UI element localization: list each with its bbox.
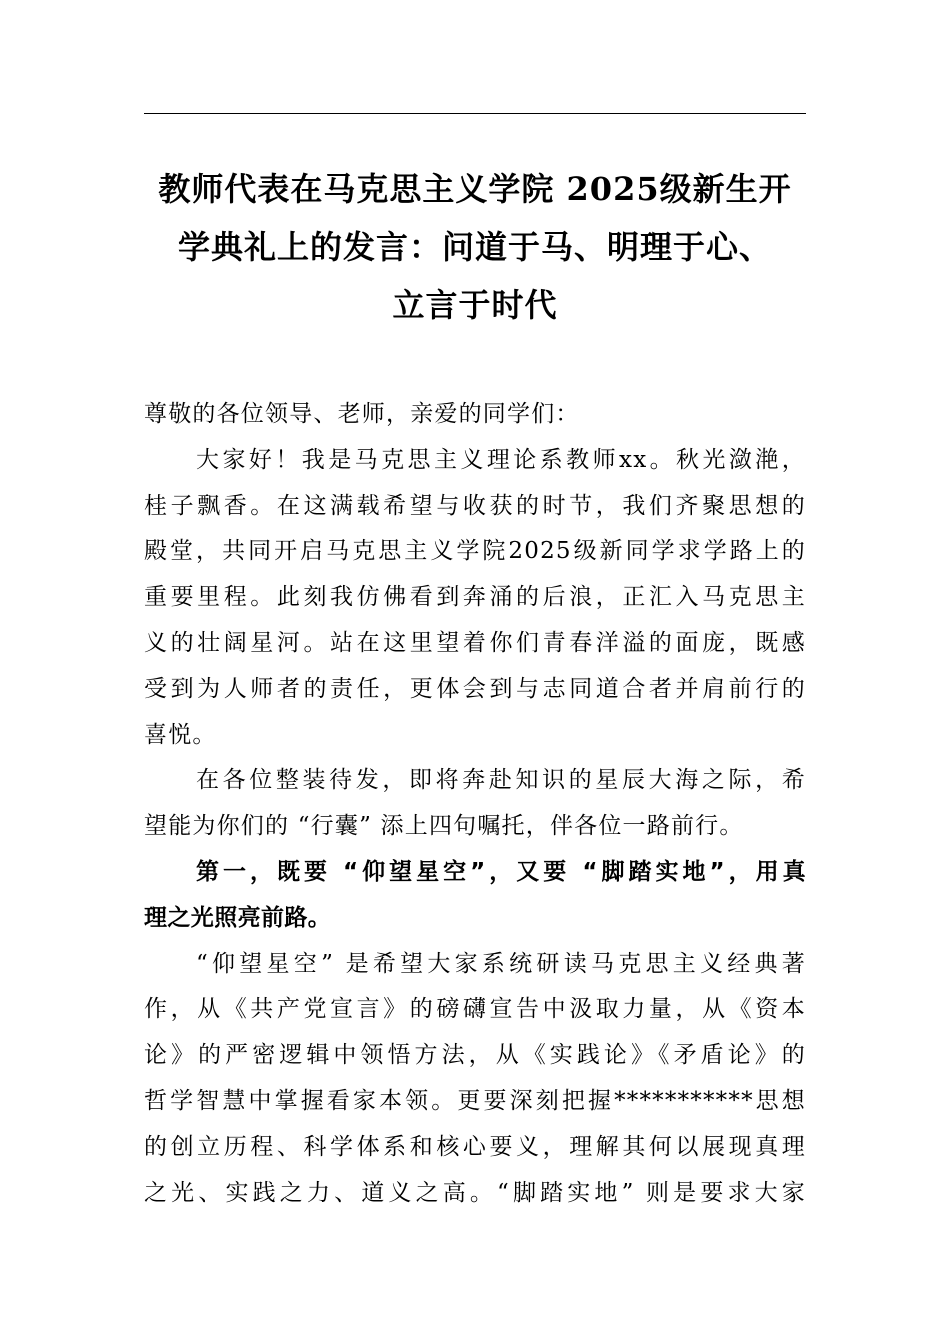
paragraph-line: 之光、实践之力、道义之高。“脚踏实地” 则是要求大家 [144, 1179, 806, 1206]
salutation: 尊敬的各位领导、老师，亲爱的同学们： [144, 401, 580, 427]
paragraph-line: 的创立历程、科学体系和核心要义，理解其何以展现真理 [144, 1133, 806, 1160]
title-line: 学典礼上的发言：问道于马、明理于心、 [177, 228, 772, 266]
title-line: 教师代表在马克思主义学院 2025级新生开 [158, 170, 792, 208]
title-line: 立言于时代 [392, 286, 558, 324]
paragraph-line: “仰望星空” 是希望大家系统研读马克思主义经典著 [196, 950, 806, 977]
section-heading: 理之光照亮前路。 [144, 904, 332, 931]
paragraph-line: 大家好！我是马克思主义理论系教师xx。秋光潋滟， [196, 446, 806, 473]
paragraph-line: 喜悦。 [144, 721, 217, 748]
paragraph-line: 受到为人师者的责任，更体会到与志同道合者并肩前行的 [144, 675, 806, 702]
paragraph-line: 论》的严密逻辑中领悟方法，从《实践论》《矛盾论》的 [144, 1042, 806, 1069]
paragraph-line: 桂子飘香。在这满载希望与收获的时节，我们齐聚思想的 [144, 492, 806, 519]
section-heading: 第一，既要 “仰望星空”，又要 “脚踏实地”，用真 [196, 858, 806, 885]
paragraph-line: 重要里程。此刻我仿佛看到奔涌的后浪，正汇入马克思主 [144, 584, 806, 611]
document-title [120, 160, 830, 334]
paragraph-line: 殿堂，共同开启马克思主义学院2025级新同学求学路上的 [144, 538, 806, 565]
paragraph-line: 作，从《共产党宣言》的磅礴宣告中汲取力量，从《资本 [144, 996, 806, 1023]
header-rule [144, 113, 806, 114]
document-body [144, 392, 806, 1216]
paragraph-line: 义的壮阔星河。站在这里望着你们青春洋溢的面庞，既感 [144, 629, 806, 656]
paragraph-line: 望能为你们的 “行囊” 添上四句嘱托，伴各位一路前行。 [144, 813, 744, 840]
paragraph-line: 在各位整装待发，即将奔赴知识的星辰大海之际，希 [196, 767, 806, 794]
paragraph-line: 哲学智慧中掌握看家本领。更要深刻把握***********思想 [144, 1087, 806, 1114]
